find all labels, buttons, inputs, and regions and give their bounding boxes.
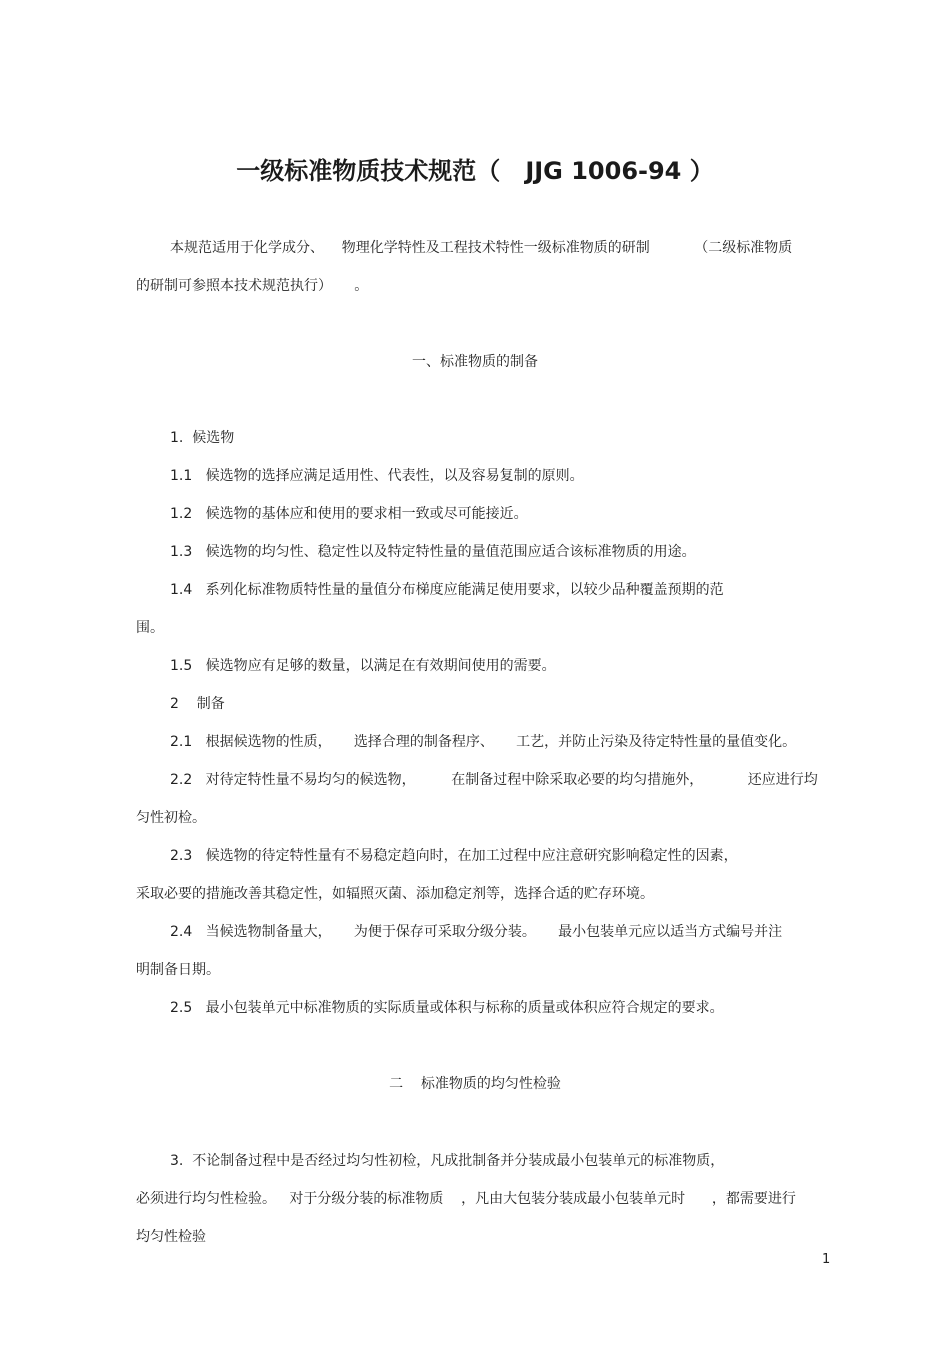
item-3-cont-1: 必须进行均匀性检验。 对于分级分装的标准物质 ，凡由大包装分装成最小包装单元时 ，都需要进行 [136,1191,796,1207]
item-1-4-cont: 围。 [136,620,164,636]
item-2-4: 2.4 当候选物制备量大， 为便于保存可采取分级分装。 最小包装单元应以适当方式编号并注 [170,924,783,940]
intro-line-2: 的研制可参照本技术规范执行） 。 [136,278,369,294]
item-1-3: 1.3 候选物的均匀性、稳定性以及特定特性量的量值范围应适合该标准物质的用途。 [170,544,696,560]
item-2-3-cont: 采取必要的措施改善其稳定性，如辐照灭菌、添加稳定剂等，选择合适的贮存环境。 [136,886,654,902]
section-heading-homogeneity: 二 标准物质的均匀性检验 [389,1076,561,1092]
section-heading-preparation: 一、标准物质的制备 [412,354,538,370]
item-2-5: 2.5 最小包装单元中标准物质的实际质量或体积与标称的质量或体积应符合规定的要求。 [170,1000,724,1016]
item-1-2: 1.2 候选物的基体应和使用的要求相一致或尽可能接近。 [170,506,528,522]
item-2-4-cont: 明制备日期。 [136,962,220,978]
item-2-1: 2.1 根据候选物的性质， 选择合理的制备程序、 工艺，并防止污染及待定特性量的量值变化。 [170,734,797,750]
item-3: 3. 不论制备过程中是否经过均匀性初检，凡成批制备并分装成最小包装单元的标准物质， [170,1153,725,1169]
page-number: 1 [822,1252,831,1267]
item-1-1: 1.1 候选物的选择应满足适用性、代表性，以及容易复制的原则。 [170,468,584,484]
item-2: 2 制备 [170,696,225,712]
intro-line-1: 本规范适用于化学成分、 物理化学特性及工程技术特性一级标准物质的研制 （二级标准物质 [170,240,793,256]
item-2-3: 2.3 候选物的待定特性量有不易稳定趋向时，在加工过程中应注意研究影响稳定性的因素， [170,848,738,864]
item-1-5: 1.5 候选物应有足够的数量，以满足在有效期间使用的需要。 [170,658,556,674]
item-3-cont-2: 均匀性检验 [136,1229,206,1245]
item-1-4: 1.4 系列化标准物质特性量的量值分布梯度应能满足使用要求，以较少品种覆盖预期的范 [170,582,724,598]
document-title: 一级标准物质技术规范（ JJG 1006-94 ） [236,157,714,185]
item-2-2-cont: 匀性初检。 [136,810,206,826]
item-1: 1. 候选物 [170,430,235,446]
item-2-2: 2.2 对待定特性量不易均匀的候选物， 在制备过程中除采取必要的均匀措施外， 还应进行均 [170,772,818,788]
